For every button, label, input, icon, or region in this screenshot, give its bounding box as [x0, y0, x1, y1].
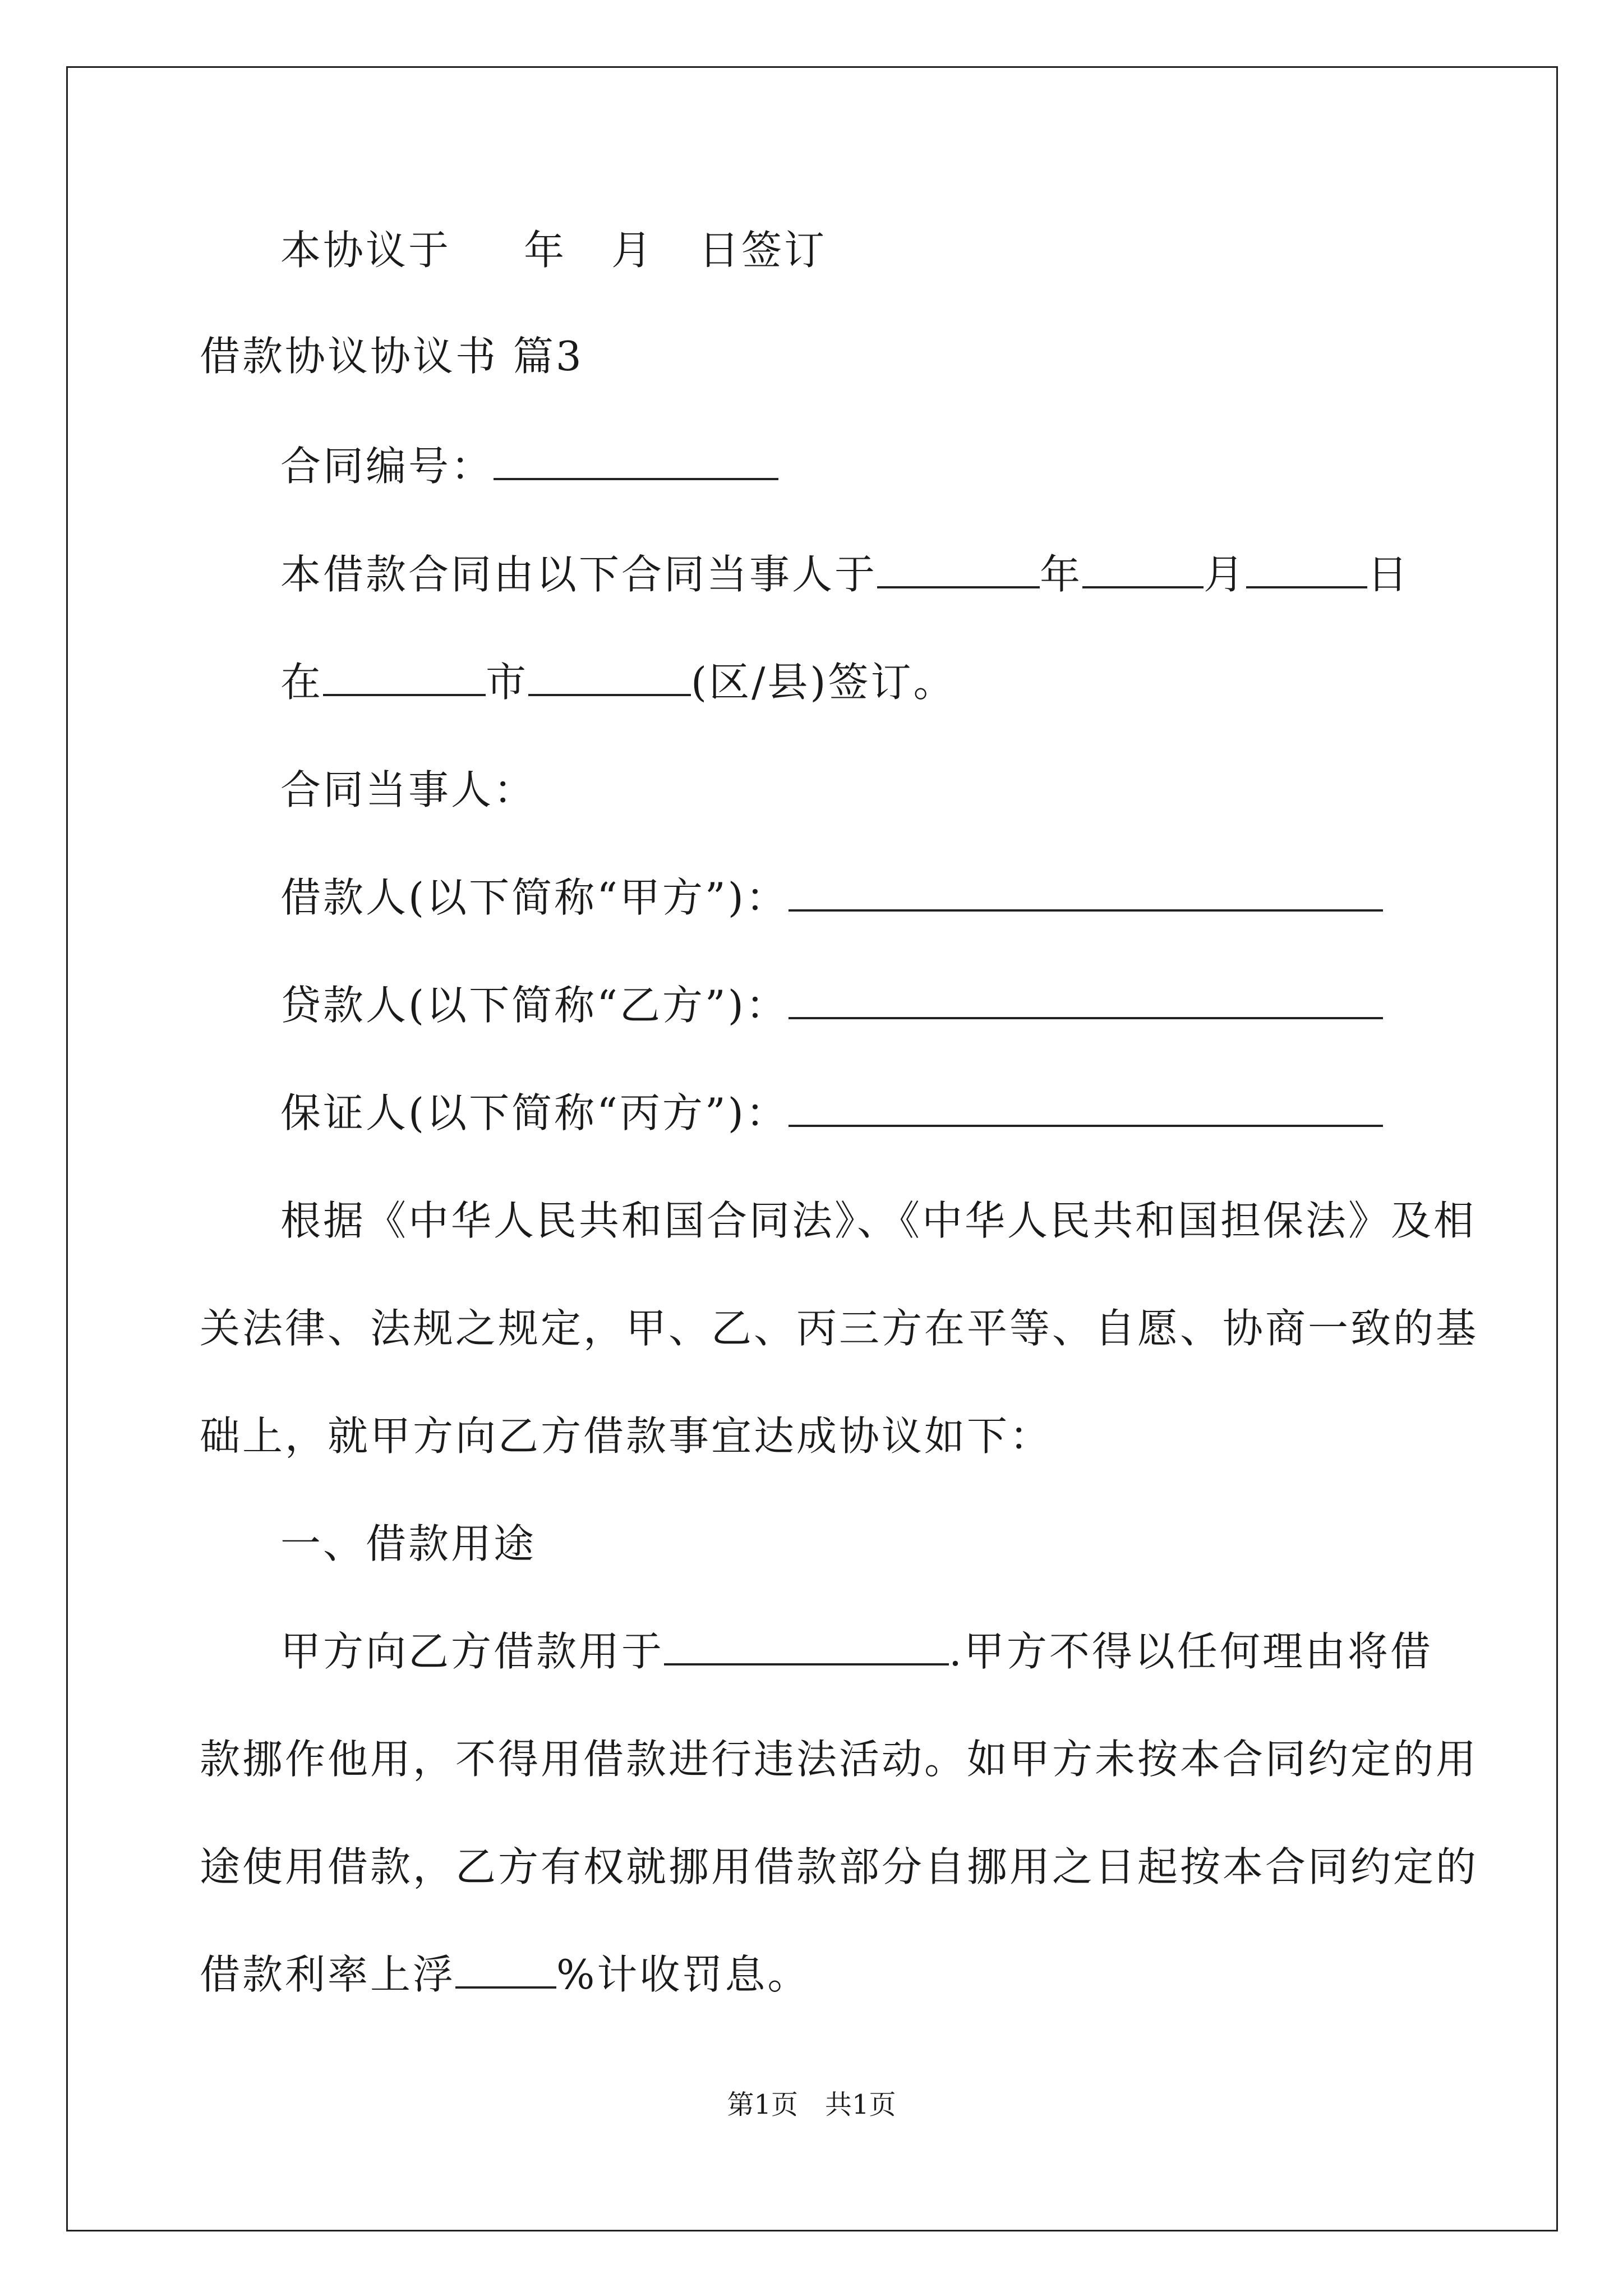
text: 市 [486, 659, 529, 706]
blank-field [789, 1088, 1383, 1127]
paragraph-text: 关法律、法规之规定，甲、乙、丙三方在平等、自愿、协商一致的基 [200, 1305, 1479, 1352]
blank-field [1082, 549, 1204, 588]
blank-field [664, 1626, 949, 1665]
blank-field [789, 980, 1383, 1019]
page-footer: 第1页 共1页 [727, 2089, 896, 2120]
paragraph-text: 根据《中华人民共和国合同法》、《中华人民共和国担保法》及相 [280, 1197, 1477, 1244]
party-b-line [0, 978, 1623, 1032]
text: 在 [280, 659, 324, 706]
text: (区/县)签订。 [691, 659, 956, 706]
blank-field [323, 657, 486, 696]
signing-date-line [0, 223, 1623, 277]
blank-field [1246, 549, 1367, 588]
clause-heading: 一、借款用途 [280, 1520, 537, 1567]
purpose-line [0, 1625, 1623, 1678]
text: 日签订 [699, 227, 827, 274]
text: 日 [1367, 551, 1410, 598]
blank-field [494, 441, 778, 480]
parties-heading: 合同当事人： [280, 766, 537, 813]
section-title: 借款协议协议书 篇3 [200, 333, 584, 380]
page-border [66, 66, 1558, 2231]
blank-field [455, 1949, 556, 1989]
text: 合同编号： [280, 443, 494, 490]
party-c-line [0, 1086, 1623, 1140]
text: 保证人(以下简称“丙方”)： [280, 1089, 789, 1137]
blank-field [877, 549, 1040, 588]
paragraph-text: 款挪作他用，不得用借款进行违法活动。如甲方未按本合同约定的用 [200, 1736, 1479, 1783]
penalty-line [0, 1948, 1623, 2001]
text: .甲方不得以任何理由将借 [949, 1628, 1433, 1675]
text: 借款人(以下简称“甲方”)： [280, 874, 789, 921]
blank-field [789, 872, 1383, 912]
text: 本借款合同由以下合同当事人于 [280, 551, 878, 598]
text: 借款利率上浮 [200, 1951, 456, 1998]
text: %计收罚息。 [556, 1951, 810, 1998]
contract-place-line [0, 655, 1623, 709]
contract-date-line [0, 547, 1623, 601]
contract-number-line [0, 439, 1623, 493]
paragraph-text: 础上，就甲方向乙方借款事宜达成协议如下： [200, 1412, 1053, 1460]
text: 年 [524, 227, 567, 274]
text: 贷款人(以下简称“乙方”)： [280, 982, 789, 1029]
blank-field [528, 657, 691, 696]
text: 甲方向乙方借款用于 [280, 1628, 665, 1675]
text: 年 [1040, 551, 1083, 598]
text: 月 [611, 227, 654, 274]
paragraph-text: 途使用借款，乙方有权就挪用借款部分自挪用之日起按本合同约定的 [200, 1843, 1479, 1890]
text: 月 [1204, 551, 1247, 598]
text: 本协议于 [280, 227, 451, 274]
party-a-line [0, 871, 1623, 924]
